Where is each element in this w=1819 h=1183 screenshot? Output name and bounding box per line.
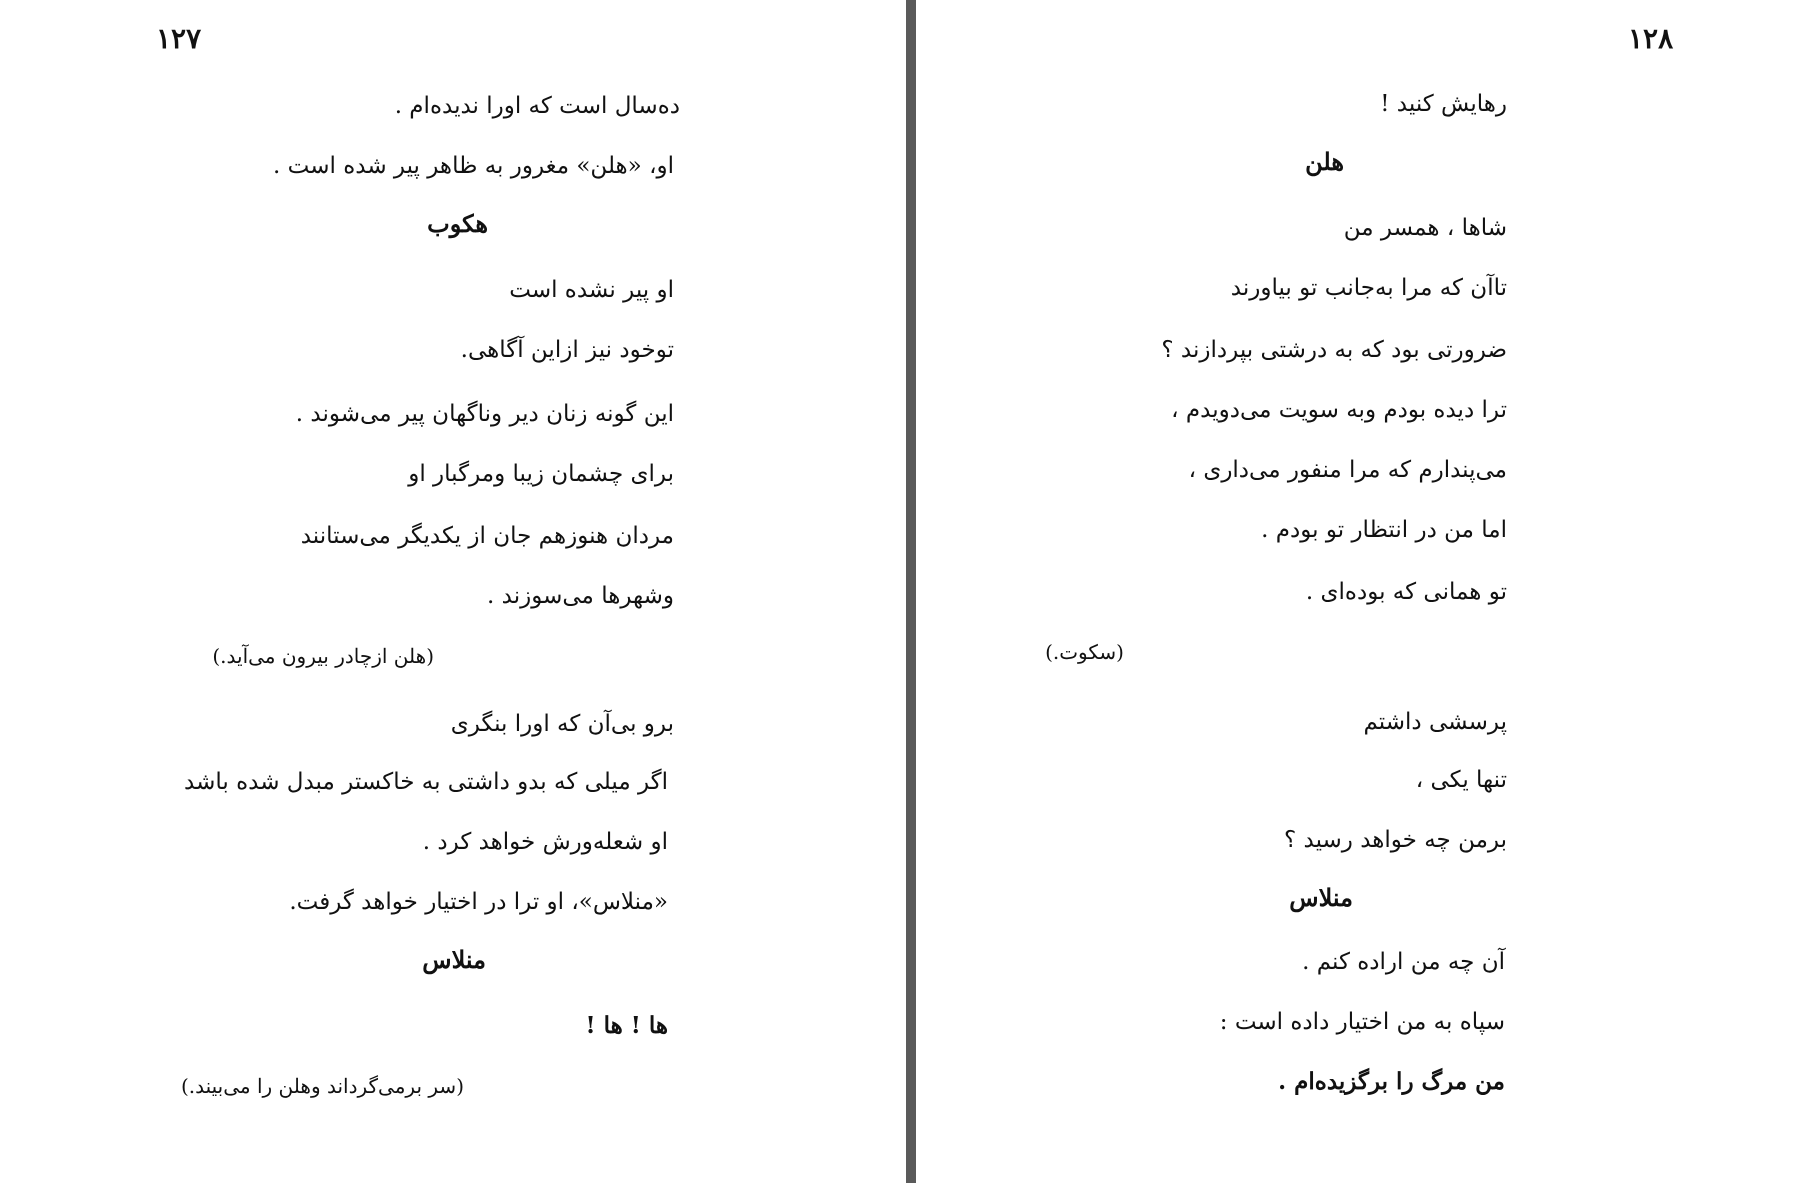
- text-line: توخود نیز ازاین آگاهی.: [460, 337, 674, 363]
- text-line: او، «هلن» مغرور به ظاهر پیر شده است .: [273, 153, 674, 179]
- text-line: سپاه به من اختیار داده است :: [1219, 1009, 1505, 1035]
- text-line: شاها ، همسر من: [1343, 215, 1507, 241]
- speaker-name: منلاس: [1289, 883, 1353, 912]
- text-line: تاآن که مرا به‌جانب تو بیاورند: [1230, 275, 1507, 301]
- right-page: [916, 0, 1819, 1183]
- stage-direction: (سر برمی‌گرداند وهلن را می‌بیند.): [180, 1074, 464, 1098]
- text-line: این گونه زنان دیر وناگهان پیر می‌شوند .: [295, 401, 674, 427]
- page-number: ۱۲۸: [1628, 22, 1674, 55]
- text-line: ترا دیده بودم وبه سویت می‌دویدم ،: [1171, 397, 1507, 423]
- text-line: «منلاس»، او ترا در اختیار خواهد گرفت.: [289, 889, 668, 915]
- stage-direction: (هلن ازچادر بیرون می‌آید.): [212, 644, 434, 668]
- text-line: پرسشی داشتم: [1363, 709, 1507, 735]
- stage-direction: (سکوت.): [1045, 640, 1124, 664]
- text-line: وشهرها می‌سوزند .: [487, 583, 674, 609]
- text-line: برای چشمان زیبا ومرگبار او: [408, 461, 674, 487]
- text-line: می‌پندارم که مرا منفور می‌داری ،: [1188, 457, 1507, 483]
- speaker-name: هکوب: [427, 209, 488, 238]
- text-line: تنها یکی ،: [1415, 767, 1507, 793]
- text-line: تو همانی که بوده‌ای .: [1305, 579, 1507, 605]
- text-line: آن چه من اراده کنم .: [1302, 949, 1505, 975]
- text-line: برو بی‌آن که اورا بنگری: [450, 711, 674, 737]
- page-number: ۱۲۷: [156, 22, 202, 55]
- text-line: مردان هنوزهم جان از یکدیگر می‌ستانند: [300, 523, 674, 549]
- text-line: اما من در انتظار تو بودم .: [1261, 517, 1507, 543]
- speaker-name: منلاس: [422, 945, 486, 974]
- left-page: [0, 0, 906, 1183]
- text-line: برمن چه خواهد رسید ؟: [1283, 827, 1507, 853]
- text-line: ده‌سال است که اورا ندیده‌ام .: [394, 93, 680, 119]
- text-line: ضرورتی بود که به درشتی بپردازند ؟: [1161, 337, 1507, 363]
- speaker-name: هلن: [1305, 147, 1344, 176]
- text-line: اگر میلی که بدو داشتی به خاکستر مبدل شده باشد: [184, 769, 668, 795]
- text-line: من مرگ را برگزیده‌ام .: [1278, 1068, 1505, 1095]
- book-spine: [906, 0, 916, 1183]
- text-line: او پیر نشده است: [509, 277, 674, 303]
- text-line: ها ! ها !: [585, 1012, 668, 1039]
- text-line: رهایش کنید !: [1380, 91, 1507, 117]
- text-line: او شعله‌ورش خواهد کرد .: [422, 829, 668, 855]
